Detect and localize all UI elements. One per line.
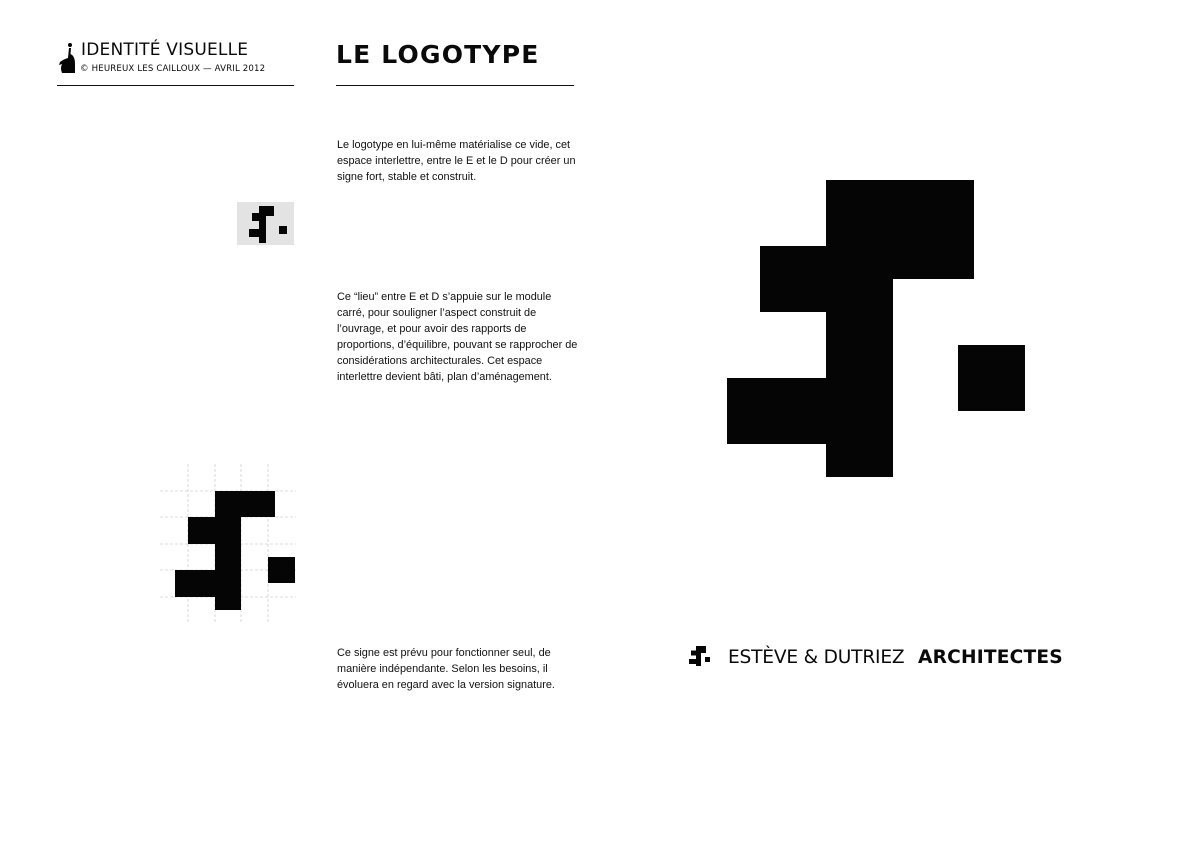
signature-suffix: ARCHITECTES: [918, 647, 1063, 668]
paragraph-usage: Ce signe est prévu pour fonctionner seul, de manière indépendante. Selon les besoins, il évoluera en regard avec la version signature.: [337, 647, 555, 691]
header-rule-right: [336, 85, 574, 86]
header-credit: © HEUREUX LES CAILLOUX — AVRIL 2012: [80, 64, 266, 74]
section-title: LE LOGOTYPE: [336, 40, 540, 69]
paragraph-intro: Le logotype en lui-même matérialise ce vide, cet espace interlettre, entre le E et le D pour créer un signe fort, stable et construit.: [337, 139, 576, 183]
signature-name: ESTÈVE & DUTRIEZ: [728, 647, 905, 668]
paragraph-module: Ce “lieu” entre E et D s’appuie sur le module carré, pour souligner l’aspect construit de l’ouvrage, et pour avoir des rapports de proportions, d’équilibre, pouvant se rapprocher de considérations architecturales. Cet espace interlettre devient bâti, plan d’aménagement.: [337, 291, 578, 383]
logo-small-grey: [237, 202, 294, 245]
header-title: IDENTITÉ VISUELLE: [81, 40, 249, 60]
signature-logo-icon: [689, 646, 710, 666]
logo-grid-construction: [160, 464, 296, 624]
logo-large: [727, 180, 1025, 477]
mascot-icon: [57, 42, 77, 74]
header-rule-left: [57, 85, 294, 86]
